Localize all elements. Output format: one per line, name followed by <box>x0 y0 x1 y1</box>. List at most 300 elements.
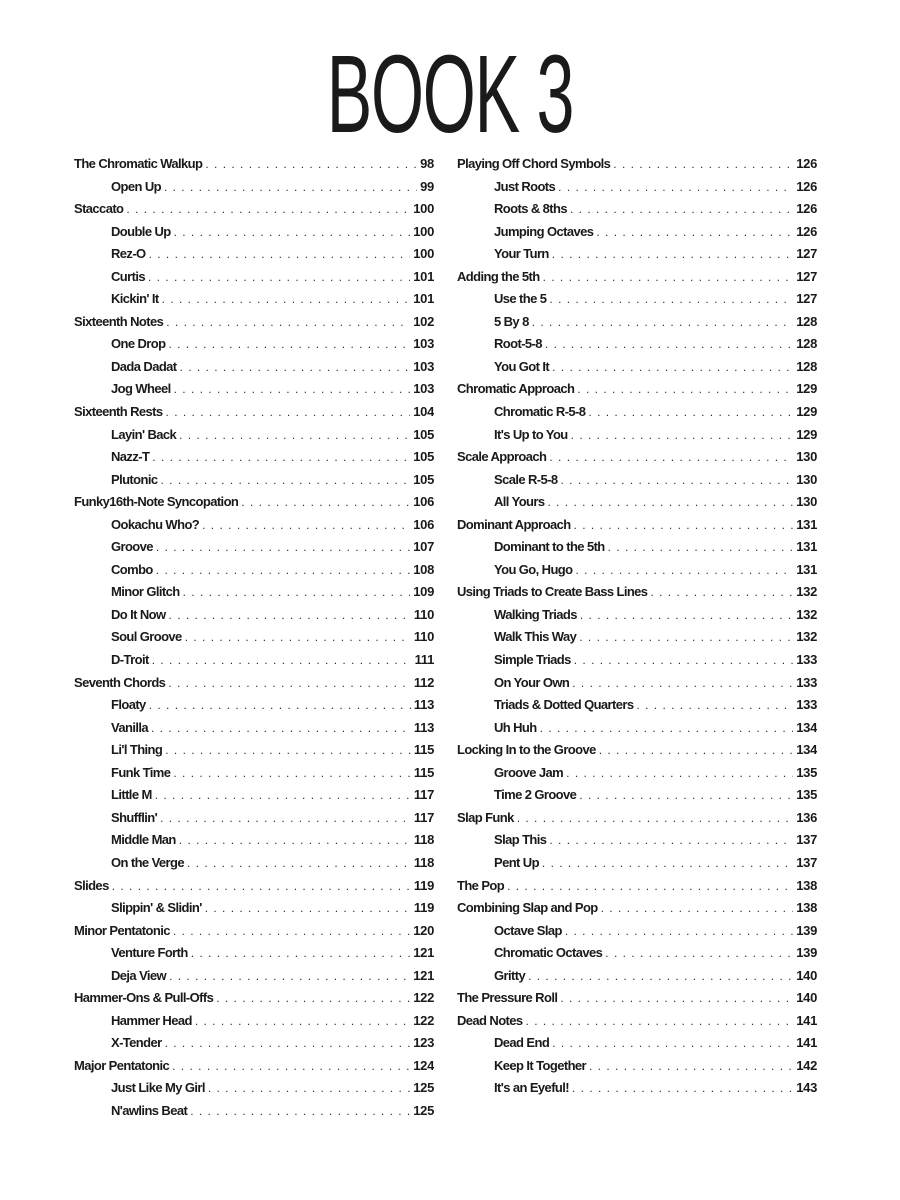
dot-leader <box>173 762 411 785</box>
toc-page-number: 132 <box>796 606 817 622</box>
toc-page-number: 125 <box>413 1080 434 1096</box>
toc-entry-title: Walking Triads <box>494 606 577 622</box>
dot-leader <box>191 942 410 965</box>
toc-page-number: 141 <box>796 1012 817 1028</box>
toc-subentry <box>74 807 434 830</box>
toc-entry-title: Double Up <box>111 223 171 239</box>
dot-leader <box>168 333 410 356</box>
dot-leader <box>528 965 793 988</box>
dot-leader <box>166 311 410 334</box>
toc-subentry <box>74 649 434 672</box>
toc-page-number: 125 <box>413 1102 434 1118</box>
toc-page-number: 140 <box>796 990 817 1006</box>
toc-entry-title: Gritty <box>494 967 526 983</box>
toc-subentry <box>74 1032 434 1055</box>
toc-subentry <box>457 717 817 740</box>
toc-entry-title: Pent Up <box>494 854 539 870</box>
dot-leader <box>526 1010 794 1033</box>
toc-page-number: 115 <box>413 764 434 780</box>
toc-page-number: 100 <box>413 223 434 239</box>
toc-entry-title: D-Troit <box>111 652 149 668</box>
toc-page-number: 121 <box>413 967 434 983</box>
toc-page-number: 119 <box>413 877 434 893</box>
toc-entry-title: Dead End <box>494 1035 550 1051</box>
toc-subentry <box>457 536 817 559</box>
toc-subentry <box>74 536 434 559</box>
toc-subentry <box>457 672 817 695</box>
dot-leader <box>169 965 410 988</box>
dot-leader <box>517 807 793 830</box>
toc-page-number: 143 <box>796 1080 817 1096</box>
toc-entry-title: Combining Slap and Pop <box>457 900 598 916</box>
toc-page-number: 121 <box>413 945 434 961</box>
toc-entry-title: Slap Funk <box>457 809 514 825</box>
toc-page-number: 108 <box>413 561 434 577</box>
toc-subentry <box>457 176 817 199</box>
toc-subentry <box>457 333 817 356</box>
toc-entry <box>74 672 434 695</box>
dot-leader <box>542 852 793 875</box>
dot-leader <box>112 875 411 898</box>
toc-page-number: 131 <box>796 516 817 532</box>
toc-subentry <box>74 694 434 717</box>
dot-leader <box>552 243 793 266</box>
toc-subentry <box>457 920 817 943</box>
dot-leader <box>156 559 410 582</box>
toc-page-number: 137 <box>796 832 817 848</box>
toc-entry <box>74 987 434 1010</box>
toc-page-number: 99 <box>420 178 434 194</box>
toc-subentry <box>457 1055 817 1078</box>
toc-subentry <box>457 784 817 807</box>
toc-page-number: 132 <box>796 584 817 600</box>
dot-leader <box>165 739 411 762</box>
toc-subentry <box>457 198 817 221</box>
dot-leader <box>149 694 411 717</box>
toc-page-number: 127 <box>796 246 817 262</box>
toc-page-number: 126 <box>796 201 817 217</box>
toc-subentry <box>457 965 817 988</box>
toc-page-number: 111 <box>414 652 434 668</box>
toc-page-number: 110 <box>413 606 434 622</box>
toc-subentry <box>457 469 817 492</box>
toc-entry-title: Adding the 5th <box>457 268 540 284</box>
toc-entry <box>74 153 434 176</box>
toc-page-number: 118 <box>413 854 434 870</box>
toc-entry-title: Simple Triads <box>494 652 571 668</box>
toc-entry-title: Li'l Thing <box>111 742 163 758</box>
toc-entry-title: Locking In to the Groove <box>457 742 596 758</box>
dot-leader <box>561 469 794 492</box>
dot-leader <box>183 581 411 604</box>
toc-entry-title: Slides <box>74 877 109 893</box>
dot-leader <box>152 649 412 672</box>
toc-page-number: 106 <box>413 516 434 532</box>
dot-leader <box>149 243 411 266</box>
dot-leader <box>179 424 410 447</box>
dot-leader <box>540 717 794 740</box>
toc-entry-title: Walk This Way <box>494 629 577 645</box>
toc-page-number: 113 <box>413 697 434 713</box>
toc-page-number: 102 <box>413 313 434 329</box>
toc-page-number: 130 <box>796 494 817 510</box>
toc-entry-title: Deja View <box>111 967 167 983</box>
toc-subentry <box>74 176 434 199</box>
toc-page-number: 117 <box>413 787 434 803</box>
toc-entry-title: Kickin' It <box>111 291 159 307</box>
dot-leader <box>532 311 794 334</box>
toc-subentry <box>457 424 817 447</box>
toc-subentry <box>457 626 817 649</box>
toc-page-number: 103 <box>413 358 434 374</box>
toc-page-number: 101 <box>413 291 434 307</box>
dot-leader <box>190 1100 410 1123</box>
toc-page-number: 98 <box>420 156 434 171</box>
dot-leader <box>552 356 793 379</box>
toc-entry-title: Root-5-8 <box>494 336 542 352</box>
toc-entry-title: Dominant Approach <box>457 516 571 532</box>
toc-entry <box>74 198 434 221</box>
toc-subentry <box>74 829 434 852</box>
toc-entry-title: Groove Jam <box>494 764 564 780</box>
toc-page-number: 122 <box>413 990 434 1006</box>
toc-entry-title: Floaty <box>111 697 146 713</box>
toc-subentry <box>457 694 817 717</box>
toc-page-number: 132 <box>796 629 817 645</box>
toc-entry-title: Jog Wheel <box>111 381 171 397</box>
dot-leader <box>613 153 793 176</box>
dot-leader <box>195 1010 410 1033</box>
toc-page-number: 129 <box>796 426 817 442</box>
dot-leader <box>605 942 793 965</box>
dot-leader <box>579 784 793 807</box>
toc-entry-title: Just Roots <box>494 178 556 194</box>
toc-page-number: 130 <box>796 471 817 487</box>
toc-entry <box>457 153 817 176</box>
toc-entry-title: On Your Own <box>494 674 570 690</box>
dot-leader <box>572 1077 793 1100</box>
toc-page-number: 135 <box>796 764 817 780</box>
dot-leader <box>566 762 793 785</box>
toc-page-number: 138 <box>796 900 817 916</box>
toc-page-number: 126 <box>796 156 817 171</box>
dot-leader <box>172 1055 410 1078</box>
toc-subentry <box>457 1077 817 1100</box>
toc-entry-title: Octave Slap <box>494 922 562 938</box>
toc-entry-title: Use the 5 <box>494 291 547 307</box>
dot-leader <box>565 920 793 943</box>
toc-page-number: 100 <box>413 246 434 262</box>
toc-subentry <box>74 559 434 582</box>
toc-page-number: 129 <box>796 404 817 420</box>
toc-subentry <box>457 401 817 424</box>
toc-entry-title: Chromatic R-5-8 <box>494 404 586 420</box>
dot-leader <box>576 559 794 582</box>
toc-entry-title: Groove <box>111 539 153 555</box>
toc-page-number: 103 <box>413 336 434 352</box>
toc-subentry <box>74 897 434 920</box>
toc-page-number: 103 <box>413 381 434 397</box>
toc-entry-title: The Chromatic Walkup <box>74 156 203 171</box>
dot-leader <box>580 604 793 627</box>
dot-leader <box>570 198 793 221</box>
toc-subentry <box>457 852 817 875</box>
toc-page-number: 128 <box>796 336 817 352</box>
dot-leader <box>205 153 417 176</box>
toc-entry-title: Layin' Back <box>111 426 177 442</box>
dot-leader <box>601 897 794 920</box>
toc-page-number: 135 <box>796 787 817 803</box>
toc-page-number: 133 <box>796 674 817 690</box>
toc-page-number: 141 <box>796 1035 817 1051</box>
toc-entry-title: 5 By 8 <box>494 313 529 329</box>
toc-page-number: 127 <box>796 268 817 284</box>
toc-entry-title: Open Up <box>111 178 161 194</box>
toc-entry-title: Keep It Together <box>494 1057 587 1073</box>
dot-leader <box>599 739 793 762</box>
toc-entry-title: The Pressure Roll <box>457 990 558 1006</box>
toc-page-number: 131 <box>796 539 817 555</box>
dot-leader <box>549 288 793 311</box>
toc-entry-title: Venture Forth <box>111 945 188 961</box>
toc-entry-title: Dominant to the 5th <box>494 539 605 555</box>
dot-leader <box>572 672 793 695</box>
toc-entry-title: Chromatic Approach <box>457 381 575 397</box>
page-title: BOOK 3 <box>326 33 574 156</box>
toc-subentry <box>74 514 434 537</box>
toc-entry <box>457 987 817 1010</box>
toc-entry-title: Sixteenth Notes <box>74 313 164 329</box>
toc-subentry <box>74 717 434 740</box>
dot-leader <box>558 176 793 199</box>
toc-entry <box>457 739 817 762</box>
dot-leader <box>560 987 793 1010</box>
toc-entry-title: Rez-O <box>111 246 146 262</box>
toc-entry-title: Triads & Dotted Quarters <box>494 697 634 713</box>
toc-subentry <box>457 221 817 244</box>
dot-leader <box>126 198 410 221</box>
toc-entry-title: Funk Time <box>111 764 171 780</box>
toc-subentry <box>457 491 817 514</box>
toc-entry <box>457 446 817 469</box>
dot-leader <box>155 784 411 807</box>
toc-page-number: 136 <box>796 809 817 825</box>
toc-entry-title: Soul Groove <box>111 629 182 645</box>
toc-entry-title: Middle Man <box>111 832 176 848</box>
toc-page-number: 128 <box>796 358 817 374</box>
toc-entry-title: The Pop <box>457 877 505 893</box>
toc-page-number: 105 <box>413 449 434 465</box>
toc-entry-title: Hammer-Ons & Pull-Offs <box>74 990 214 1006</box>
toc-entry-title: It's Up to You <box>494 426 568 442</box>
dot-leader <box>589 1055 793 1078</box>
toc-page-number: 118 <box>413 832 434 848</box>
toc-page-number: 142 <box>796 1057 817 1073</box>
dot-leader <box>545 333 793 356</box>
toc-subentry <box>457 829 817 852</box>
toc-page-number: 109 <box>413 584 434 600</box>
toc-entry-title: Hammer Head <box>111 1012 192 1028</box>
toc-page-number: 104 <box>413 404 434 420</box>
toc-page-number: 139 <box>796 922 817 938</box>
dot-leader <box>574 649 793 672</box>
toc-subentry <box>74 942 434 965</box>
toc-subentry <box>74 852 434 875</box>
toc-page-number: 130 <box>796 449 817 465</box>
toc-entry <box>457 581 817 604</box>
toc-page-number: 120 <box>413 922 434 938</box>
toc-subentry <box>74 221 434 244</box>
toc-page-number: 100 <box>413 201 434 217</box>
toc-entry <box>457 807 817 830</box>
toc-entry <box>457 514 817 537</box>
toc-entry <box>74 491 434 514</box>
toc-subentry <box>457 649 817 672</box>
toc-subentry <box>457 288 817 311</box>
toc-entry-title: Chromatic Octaves <box>494 945 603 961</box>
toc-subentry <box>457 604 817 627</box>
toc-subentry <box>74 1010 434 1033</box>
toc-subentry <box>457 942 817 965</box>
dot-leader <box>574 514 794 537</box>
toc-page-number: 106 <box>413 494 434 510</box>
dot-leader <box>543 266 794 289</box>
toc-entry <box>457 378 817 401</box>
toc-page-number: 128 <box>796 313 817 329</box>
toc-entry-title: Scale Approach <box>457 449 547 465</box>
toc-entry-title: Dada Dadat <box>111 358 177 374</box>
dot-leader <box>160 807 411 830</box>
dot-leader <box>577 378 793 401</box>
toc-entry-title: Minor Pentatonic <box>74 922 170 938</box>
dot-leader <box>208 1077 410 1100</box>
toc-entry-title: Roots & 8ths <box>494 201 567 217</box>
toc-entry-title: It's an Eyeful! <box>494 1080 569 1096</box>
toc-entry-title: X-Tender <box>111 1035 162 1051</box>
toc-page-number: 105 <box>413 471 434 487</box>
toc-subentry <box>74 266 434 289</box>
toc-entry-title: Using Triads to Create Bass Lines <box>457 584 648 600</box>
toc-entry-title: Little M <box>111 787 152 803</box>
toc-page-number: 101 <box>413 268 434 284</box>
dot-leader <box>636 694 793 717</box>
dot-leader <box>202 514 410 537</box>
dot-leader <box>579 626 793 649</box>
dot-leader <box>174 378 411 401</box>
toc-entry-title: Funky16th-Note Syncopation <box>74 494 239 510</box>
dot-leader <box>152 446 410 469</box>
toc-entry-title: Nazz-T <box>111 449 150 465</box>
toc-entry-title: One Drop <box>111 336 166 352</box>
toc-subentry <box>74 604 434 627</box>
toc-right-column <box>457 153 817 1100</box>
toc-page-number: 138 <box>796 877 817 893</box>
toc-subentry <box>74 739 434 762</box>
toc-page-number: 123 <box>413 1035 434 1051</box>
dot-leader <box>241 491 410 514</box>
toc-subentry <box>74 469 434 492</box>
toc-entry-title: You Go, Hugo <box>494 561 573 577</box>
toc-entry <box>74 401 434 424</box>
toc-page-number: 134 <box>796 719 817 735</box>
toc-entry-title: All Yours <box>494 494 545 510</box>
toc-entry <box>74 875 434 898</box>
dot-leader <box>166 401 411 424</box>
toc-page-number: 124 <box>413 1057 434 1073</box>
toc-page-number: 110 <box>413 629 434 645</box>
toc-page-number: 112 <box>413 674 434 690</box>
toc-page-number: 129 <box>796 381 817 397</box>
toc-subentry <box>457 559 817 582</box>
toc-entry-title: Major Pentatonic <box>74 1057 170 1073</box>
toc-subentry <box>74 784 434 807</box>
dot-leader <box>596 221 793 244</box>
dot-leader <box>205 897 411 920</box>
toc-entry-title: Time 2 Groove <box>494 787 577 803</box>
toc-entry-title: Sixteenth Rests <box>74 404 163 420</box>
toc-subentry <box>74 243 434 266</box>
toc-page-number: 131 <box>796 561 817 577</box>
toc-subentry <box>74 965 434 988</box>
dot-leader <box>216 987 410 1010</box>
dot-leader <box>162 288 411 311</box>
toc-page-number: 134 <box>796 742 817 758</box>
dot-leader <box>507 875 793 898</box>
toc-subentry <box>74 333 434 356</box>
dot-leader <box>547 491 793 514</box>
toc-entry <box>457 1010 817 1033</box>
toc-page-number: 122 <box>413 1012 434 1028</box>
toc-subentry <box>457 243 817 266</box>
toc-entry-title: Plutonic <box>111 471 158 487</box>
toc-subentry <box>457 311 817 334</box>
dot-leader <box>608 536 794 559</box>
dot-leader <box>187 852 411 875</box>
toc-entry-title: N'awlins Beat <box>111 1102 188 1118</box>
toc-entry <box>457 875 817 898</box>
toc-subentry <box>74 1100 434 1123</box>
dot-leader <box>148 266 410 289</box>
toc-entry-title: Just Like My Girl <box>111 1080 205 1096</box>
toc-entry-title: On the Verge <box>111 854 184 870</box>
toc-entry-title: Shufflin' <box>111 809 158 825</box>
toc-entry-title: Seventh Chords <box>74 674 166 690</box>
toc-page-number: 107 <box>413 539 434 555</box>
toc-entry-title: Ookachu Who? <box>111 516 200 532</box>
toc-page-number: 139 <box>796 945 817 961</box>
toc-entry-title: Dead Notes <box>457 1012 523 1028</box>
toc-subentry <box>74 288 434 311</box>
toc-page-number: 113 <box>413 719 434 735</box>
dot-leader <box>174 221 411 244</box>
toc-page-number: 126 <box>796 178 817 194</box>
dot-leader <box>650 581 793 604</box>
toc-entry-title: Uh Huh <box>494 719 537 735</box>
toc-left-column <box>74 153 434 1123</box>
toc-entry <box>74 311 434 334</box>
toc-entry-title: Jumping Octaves <box>494 223 594 239</box>
toc-entry <box>457 897 817 920</box>
toc-subentry <box>74 626 434 649</box>
toc-page-number: 137 <box>796 854 817 870</box>
toc-entry-title: Staccato <box>74 201 124 217</box>
toc-page-number: 117 <box>413 809 434 825</box>
dot-leader <box>168 672 411 695</box>
toc-page-number: 115 <box>413 742 434 758</box>
toc-page-number: 119 <box>413 900 434 916</box>
toc-entry <box>74 920 434 943</box>
toc-subentry <box>457 1032 817 1055</box>
